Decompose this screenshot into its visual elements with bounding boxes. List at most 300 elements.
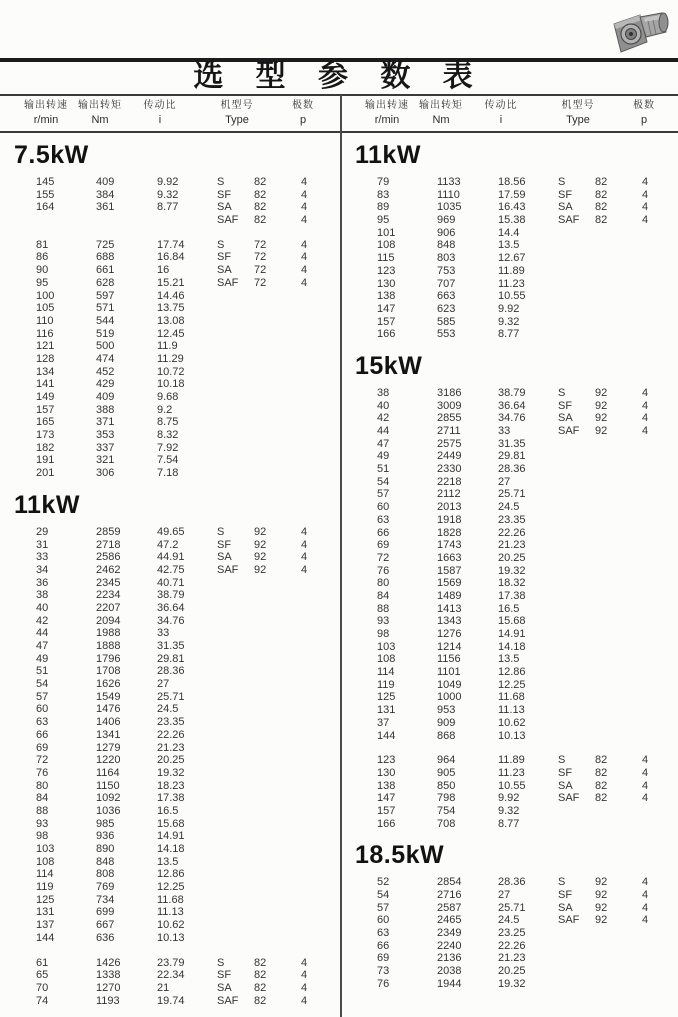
cell-torque: 1338 — [96, 969, 121, 982]
cell-ratio: 17.38 — [498, 589, 526, 602]
cell-type-name: SF — [217, 251, 232, 264]
cell-speed: 34 — [36, 563, 49, 576]
cell-type-name — [217, 881, 254, 894]
table-row — [0, 189, 341, 202]
cell-ratio: 9.32 — [498, 804, 520, 817]
cell-torque: 1413 — [437, 602, 462, 615]
cell-torque: 1918 — [437, 513, 462, 526]
cell-torque: 2462 — [96, 563, 121, 576]
table-row — [0, 906, 341, 919]
cell-torque: 1220 — [96, 754, 121, 767]
table-row — [0, 691, 341, 704]
cell-torque: 384 — [96, 188, 115, 201]
table-row — [341, 278, 678, 291]
cell-type-name — [558, 303, 595, 316]
cell-poles — [301, 577, 331, 590]
cell-type-size — [254, 454, 301, 467]
cell-poles — [301, 391, 331, 404]
table-row — [341, 914, 678, 927]
cell-type-name: SF — [558, 188, 573, 201]
cell-type-size: 82 — [595, 176, 608, 188]
cell-speed: 157 — [377, 315, 396, 328]
cell-speed: 65 — [36, 969, 49, 982]
cell-ratio: 7.54 — [157, 454, 179, 467]
cell-ratio: 22.26 — [157, 728, 185, 741]
table-row — [0, 442, 341, 455]
cell-poles: 4 — [642, 914, 649, 927]
cell-ratio: 11.29 — [157, 352, 184, 365]
cell-poles — [642, 227, 672, 240]
cell-type-name — [217, 615, 254, 628]
cell-ratio: 12.45 — [157, 327, 185, 340]
cell-type-size: 92 — [595, 425, 608, 437]
cell-type-name — [558, 927, 595, 940]
cell-poles — [301, 328, 331, 341]
cell-speed: 74 — [36, 994, 49, 1007]
cell-ratio: 28.36 — [157, 665, 185, 678]
cell-speed: 123 — [377, 754, 396, 767]
table-row — [341, 889, 678, 902]
table-row — [341, 653, 678, 666]
column-header — [221, 99, 254, 127]
cell-type-size — [254, 868, 301, 881]
cell-poles: 4 — [301, 969, 308, 982]
column-header-label: 机型号 — [561, 100, 595, 111]
row-group — [0, 239, 341, 480]
cell-speed: 76 — [377, 564, 390, 577]
cell-torque: 2234 — [96, 589, 121, 602]
cell-speed: 114 — [377, 666, 395, 679]
cell-ratio: 16.84 — [157, 251, 185, 264]
cell-poles — [301, 843, 331, 856]
table-row — [0, 640, 341, 653]
column-header-label: 输出转速 — [365, 100, 409, 111]
cell-type-size — [595, 488, 642, 501]
column-header — [562, 99, 595, 127]
cell-ratio: 49.65 — [157, 525, 185, 538]
cell-poles: 4 — [301, 994, 308, 1007]
cell-speed: 90 — [36, 264, 49, 277]
table-row — [341, 902, 678, 915]
cell-ratio: 10.55 — [498, 779, 526, 792]
cell-torque: 519 — [96, 327, 115, 340]
cell-speed: 70 — [36, 981, 49, 994]
table-row — [341, 438, 678, 451]
cell-type-name: SA — [558, 901, 573, 914]
cell-speed: 37 — [377, 716, 390, 729]
cell-ratio: 10.62 — [498, 716, 526, 729]
cell-type-size: 72 — [254, 264, 267, 277]
cell-torque: 409 — [96, 176, 115, 188]
cell-poles: 4 — [642, 399, 649, 412]
cell-torque: 2345 — [96, 576, 121, 589]
cell-type-size: 82 — [595, 779, 608, 792]
cell-type-name — [558, 603, 595, 616]
cell-type-size — [595, 501, 642, 514]
column-header-unit: r/min — [33, 114, 59, 126]
cell-torque: 1944 — [437, 977, 462, 990]
cell-speed: 69 — [377, 539, 390, 552]
cell-speed: 29 — [36, 525, 49, 538]
cell-ratio: 10.62 — [157, 919, 185, 932]
cell-type-size: 82 — [254, 994, 267, 1007]
column-header — [292, 99, 314, 127]
cell-torque: 808 — [96, 868, 115, 881]
table-row — [0, 754, 341, 767]
cell-type-name — [217, 577, 254, 590]
cell-ratio: 33 — [498, 425, 511, 437]
cell-speed: 134 — [36, 365, 55, 378]
cell-speed: 60 — [36, 703, 49, 716]
cell-type-size — [254, 742, 301, 755]
cell-poles — [301, 919, 331, 932]
cell-poles: 4 — [642, 889, 649, 901]
cell-poles — [642, 978, 672, 991]
cell-ratio: 16.5 — [157, 804, 179, 817]
cell-speed: 88 — [36, 804, 49, 817]
cell-type-name — [558, 679, 595, 692]
cell-torque: 553 — [437, 328, 456, 341]
cell-type-size — [595, 965, 642, 978]
cell-ratio: 34.76 — [498, 412, 526, 425]
cell-type-size: 82 — [595, 214, 608, 227]
cell-type-size — [595, 704, 642, 717]
cell-type-size — [254, 906, 301, 919]
table-row — [341, 189, 678, 202]
cell-poles — [301, 442, 331, 455]
cell-poles — [642, 653, 672, 666]
cell-type-size — [595, 717, 642, 730]
cell-torque: 1092 — [96, 792, 121, 805]
cell-torque: 906 — [437, 226, 456, 239]
cell-ratio: 8.32 — [157, 429, 179, 442]
cell-type-name — [558, 552, 595, 565]
cell-poles — [642, 717, 672, 730]
cell-poles: 4 — [301, 563, 308, 576]
cell-ratio: 12.67 — [498, 252, 526, 265]
cell-ratio: 16.43 — [498, 201, 526, 214]
cell-type-name — [217, 868, 254, 881]
cell-speed: 80 — [377, 577, 390, 590]
cell-type-size — [595, 252, 642, 265]
cell-torque: 1626 — [96, 678, 121, 691]
cell-type-name — [217, 302, 254, 315]
cell-poles — [301, 881, 331, 894]
cell-ratio: 19.74 — [157, 994, 185, 1007]
cell-torque: 2718 — [96, 538, 121, 551]
cell-torque: 2859 — [96, 525, 121, 538]
cell-speed: 76 — [377, 977, 390, 990]
cell-speed: 130 — [377, 277, 396, 290]
table-row — [0, 703, 341, 716]
cell-speed: 115 — [377, 252, 395, 265]
cell-type-size: 82 — [595, 188, 608, 201]
table-row — [341, 691, 678, 704]
cell-poles: 4 — [642, 412, 649, 425]
table-row — [0, 526, 341, 539]
cell-torque: 985 — [96, 817, 115, 830]
table-row — [0, 919, 341, 932]
cell-type-name — [217, 391, 254, 404]
cell-torque: 1193 — [96, 994, 120, 1007]
cell-ratio: 24.5 — [157, 703, 179, 716]
cell-type-name — [217, 729, 254, 742]
cell-speed: 108 — [36, 855, 55, 868]
cell-ratio: 16.5 — [498, 602, 520, 615]
cell-poles: 4 — [301, 251, 308, 264]
cell-speed: 108 — [377, 239, 396, 252]
column-header-unit: i — [499, 114, 503, 126]
table-row — [341, 978, 678, 991]
cell-speed: 66 — [377, 526, 390, 539]
cell-type-name — [558, 590, 595, 603]
cell-torque: 798 — [437, 792, 456, 805]
cell-type-name — [217, 442, 254, 455]
cell-speed: 72 — [36, 754, 49, 767]
cell-type-name: SAF — [217, 276, 239, 289]
cell-speed: 141 — [36, 378, 55, 391]
table-row — [0, 239, 341, 252]
cell-type-size — [595, 565, 642, 578]
cell-type-name — [558, 577, 595, 590]
cell-ratio: 15.68 — [498, 615, 526, 628]
cell-ratio: 38.79 — [157, 589, 185, 602]
cell-torque: 2240 — [437, 939, 462, 952]
row-group — [0, 176, 341, 227]
cell-type-name — [558, 691, 595, 704]
cell-type-size — [595, 290, 642, 303]
cell-ratio: 9.92 — [498, 792, 520, 805]
cell-poles — [642, 476, 672, 489]
cell-torque: 1276 — [437, 628, 462, 640]
cell-poles — [301, 429, 331, 442]
table-row — [0, 315, 341, 328]
cell-type-name — [558, 805, 595, 818]
table-row — [0, 467, 341, 480]
cell-speed: 105 — [36, 302, 55, 315]
cell-poles — [642, 488, 672, 501]
table-row — [341, 717, 678, 730]
table-row — [341, 767, 678, 780]
cell-speed: 51 — [377, 463, 390, 476]
cell-torque: 452 — [96, 365, 115, 378]
cell-speed: 144 — [36, 931, 55, 944]
cell-type-size — [254, 640, 301, 653]
cell-speed: 108 — [377, 653, 396, 666]
cell-poles: 4 — [301, 264, 308, 277]
cell-type-size — [254, 767, 301, 780]
cell-type-size — [595, 476, 642, 489]
cell-ratio: 15.21 — [157, 276, 185, 289]
cell-type-size — [254, 805, 301, 818]
column-header — [24, 99, 68, 127]
cell-type-size — [254, 830, 301, 843]
cell-torque: 1796 — [96, 652, 121, 665]
cell-poles — [301, 353, 331, 366]
cell-ratio: 10.13 — [498, 729, 526, 742]
cell-poles: 4 — [642, 425, 649, 437]
cell-torque: 964 — [437, 754, 456, 767]
cell-torque: 597 — [96, 289, 115, 302]
cell-speed: 131 — [377, 704, 396, 717]
cell-torque: 429 — [96, 378, 115, 391]
cell-poles — [301, 653, 331, 666]
table-row — [341, 201, 678, 214]
cell-speed: 100 — [36, 289, 55, 302]
cell-poles: 4 — [301, 551, 308, 564]
cell-type-size: 82 — [254, 956, 267, 969]
cell-speed: 31 — [36, 538, 49, 551]
cell-ratio: 8.77 — [498, 817, 520, 830]
cell-type-name — [217, 894, 254, 907]
cell-type-size: 82 — [254, 214, 267, 227]
cell-ratio: 18.23 — [157, 779, 185, 792]
cell-ratio: 21.23 — [498, 539, 526, 552]
cell-ratio: 10.18 — [157, 378, 185, 391]
cell-ratio: 27 — [498, 475, 511, 488]
cell-speed: 47 — [36, 640, 49, 652]
cell-type-size: 92 — [254, 525, 267, 538]
cell-ratio: 11.68 — [157, 893, 184, 906]
cell-type-size: 82 — [254, 201, 267, 214]
cell-type-size — [254, 366, 301, 379]
cell-type-name — [558, 514, 595, 527]
cell-poles — [301, 378, 331, 391]
table-row — [0, 429, 341, 442]
cell-poles — [642, 927, 672, 940]
table-row — [0, 805, 341, 818]
cell-type-name: SF — [217, 538, 232, 551]
column-header — [78, 99, 122, 127]
cell-ratio: 8.77 — [157, 201, 179, 214]
cell-poles — [301, 691, 331, 704]
cell-type-size — [595, 227, 642, 240]
cell-type-size — [595, 730, 642, 743]
cell-type-size — [254, 691, 301, 704]
cell-ratio: 31.35 — [157, 640, 185, 652]
cell-torque: 544 — [96, 314, 115, 327]
cell-speed: 57 — [377, 488, 390, 501]
table-row — [0, 416, 341, 429]
cell-ratio: 11.68 — [498, 691, 525, 704]
cell-poles: 4 — [301, 238, 308, 251]
cell-torque: 661 — [96, 264, 115, 277]
cell-ratio: 13.08 — [157, 314, 185, 327]
cell-type-size: 92 — [254, 563, 267, 576]
table-column-left — [0, 140, 341, 1017]
table-row — [341, 552, 678, 565]
table-row — [341, 577, 678, 590]
cell-poles — [642, 679, 672, 692]
cell-type-size — [254, 780, 301, 793]
cell-type-name — [217, 742, 254, 755]
cell-type-size — [595, 805, 642, 818]
cell-torque: 361 — [96, 201, 115, 214]
cell-speed: 128 — [36, 352, 55, 365]
cell-speed: 61 — [36, 956, 49, 969]
cell-torque: 909 — [437, 716, 456, 729]
table-row — [0, 653, 341, 666]
table-row — [0, 176, 341, 189]
cell-speed: 95 — [377, 214, 390, 227]
cell-type-name — [217, 843, 254, 856]
cell-torque: 1000 — [437, 691, 462, 704]
cell-speed: 93 — [377, 615, 390, 628]
cell-speed: 137 — [36, 919, 55, 932]
cell-type-size — [254, 894, 301, 907]
cell-poles — [301, 780, 331, 793]
cell-speed: 76 — [36, 766, 49, 779]
cell-ratio: 10.55 — [498, 290, 526, 303]
cell-torque: 3186 — [437, 386, 462, 399]
cell-type-size: 82 — [595, 201, 608, 214]
column-header-label: 输出转矩 — [419, 100, 463, 111]
cell-ratio: 23.35 — [157, 716, 185, 729]
cell-type-name: S — [558, 386, 566, 399]
cell-speed: 33 — [36, 551, 49, 564]
table-row — [0, 881, 341, 894]
cell-type-name — [217, 932, 254, 945]
cell-ratio: 14.4 — [498, 226, 520, 239]
header-rule — [0, 131, 678, 133]
cell-poles: 4 — [301, 176, 308, 188]
table-row — [341, 730, 678, 743]
table-row — [0, 742, 341, 755]
cell-poles — [301, 805, 331, 818]
cell-poles — [301, 340, 331, 353]
cell-type-size — [254, 391, 301, 404]
table-row — [341, 488, 678, 501]
cell-type-name — [217, 805, 254, 818]
cell-type-size — [595, 940, 642, 953]
cell-ratio: 8.77 — [498, 328, 520, 341]
cell-type-name — [558, 527, 595, 540]
table-row — [0, 564, 341, 577]
cell-type-name: SA — [217, 264, 232, 277]
table-row — [0, 290, 341, 303]
cell-poles — [642, 965, 672, 978]
cell-speed: 44 — [377, 425, 390, 437]
cell-poles — [642, 265, 672, 278]
table-row — [0, 277, 341, 290]
cell-poles — [642, 290, 672, 303]
cell-type-name — [558, 628, 595, 641]
cell-poles: 4 — [301, 214, 308, 227]
cell-torque: 707 — [437, 277, 456, 290]
cell-type-size — [254, 665, 301, 678]
cell-speed: 84 — [36, 792, 49, 805]
cell-speed: 166 — [377, 328, 396, 341]
cell-type-size — [595, 666, 642, 679]
cell-speed: 147 — [377, 302, 396, 315]
cell-speed: 103 — [36, 843, 55, 855]
cell-type-size — [595, 328, 642, 341]
cell-speed: 123 — [377, 264, 396, 277]
cell-poles — [642, 952, 672, 965]
cell-torque: 2855 — [437, 412, 462, 425]
table-row — [341, 628, 678, 641]
cell-ratio: 13.75 — [157, 302, 185, 315]
cell-ratio: 9.2 — [157, 403, 173, 416]
column-header-label: 输出转速 — [24, 100, 68, 111]
cell-poles — [301, 703, 331, 716]
table-row — [0, 982, 341, 995]
table-row — [0, 353, 341, 366]
cell-type-size — [254, 340, 301, 353]
cell-torque: 628 — [96, 276, 115, 289]
cell-ratio: 21 — [157, 981, 170, 994]
table-row — [0, 539, 341, 552]
